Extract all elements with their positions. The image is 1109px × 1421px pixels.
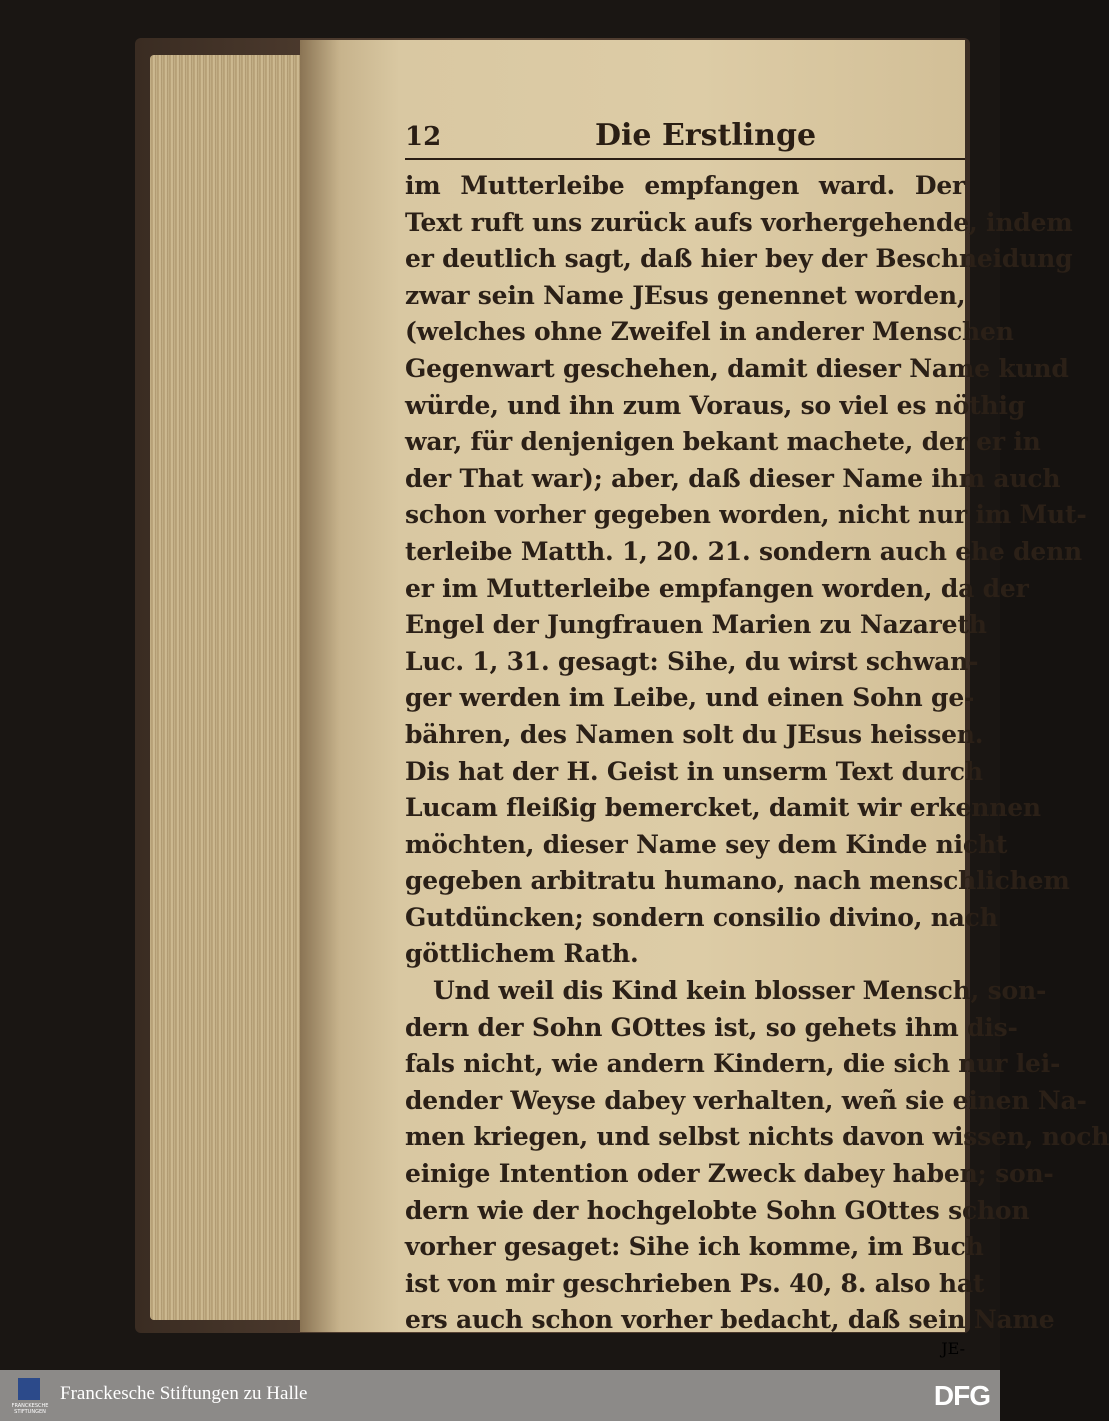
- text-line: Gutdüncken; sondern consilio divino, nach: [405, 902, 998, 932]
- text-line: zwar sein Name JEsus genennet worden,: [405, 280, 966, 310]
- text-line: vorher gesaget: Sihe ich komme, im Buch: [405, 1232, 984, 1262]
- running-head: Die Erstlinge: [595, 118, 817, 153]
- viewer-footer: [0, 1370, 1000, 1421]
- text-line: Lucam fleißig bemercket, damit wir erkennen: [405, 793, 1041, 823]
- text-line: dern der Sohn GOttes ist, so gehets ihm dis-: [405, 1012, 1018, 1042]
- text-line: er im Mutterleibe empfangen worden, da der: [405, 573, 1029, 603]
- text-line: einige Intention oder Zweck dabey haben; son-: [405, 1159, 1054, 1189]
- text-line: Gegenwart geschehen, damit dieser Name kund: [405, 353, 1069, 383]
- text-line: dern wie der hochgelobte Sohn GOttes schon: [405, 1195, 1030, 1225]
- text-line: Dis hat der H. Geist in unserm Text durch: [405, 756, 983, 786]
- page-content: [405, 110, 1109, 1376]
- dfg-logo[interactable]: DFG: [933, 1380, 990, 1411]
- text-line: möchten, dieser Name sey dem Kinde nicht: [405, 829, 1008, 859]
- page-block-edge: [150, 55, 310, 1320]
- catchword: JE-: [941, 1339, 965, 1358]
- text-line: ist von mir geschrieben Ps. 40, 8. also hat: [405, 1268, 985, 1298]
- text-line: ers auch schon vorher bedacht, daß sein Name: [405, 1305, 1055, 1335]
- institution-name[interactable]: Franckesche Stiftungen zu Halle: [60, 1383, 308, 1404]
- text-line: bähren, des Namen solt du JEsus heissen.: [405, 719, 984, 749]
- text-line: men kriegen, und selbst nichts davon wissen, noch: [405, 1122, 1109, 1152]
- page-header: [405, 110, 965, 160]
- text-line: gegeben arbitratu humano, nach menschlichem: [405, 866, 1070, 896]
- text-line: ger werden im Leibe, und einen Sohn ge-: [405, 683, 975, 713]
- text-line: fals nicht, wie andern Kindern, die sich nur lei-: [405, 1049, 1061, 1079]
- text-line: der That war); aber, daß dieser Name ihm auch: [405, 463, 1061, 493]
- text-line: (welches ohne Zweifel in anderer Menschen: [405, 317, 1014, 347]
- text-line: Text ruft uns zurück aufs vorhergehende, indem: [405, 207, 1073, 237]
- page-number: 12: [405, 122, 442, 152]
- text-line: schon vorher gegeben worden, nicht nur im Mut-: [405, 500, 1087, 530]
- text-line: Und weil dis Kind kein blosser Mensch, son-: [433, 976, 1047, 1006]
- text-line: er deutlich sagt, daß hier bey der Beschneidung: [405, 244, 1073, 274]
- text-line: dender Weyse dabey verhalten, weñ sie einen Na-: [405, 1085, 1087, 1115]
- text-line: terleibe Matth. 1, 20. 21. sondern auch ehe denn: [405, 536, 1083, 566]
- text-line: im Mutterleibe empfangen ward. Der: [405, 171, 965, 200]
- institution-logo: [10, 1376, 50, 1416]
- body-text: [405, 168, 1109, 1339]
- logo-emblem-icon: [18, 1378, 40, 1400]
- text-line: Engel der Jungfrauen Marien zu Nazareth: [405, 610, 987, 640]
- text-line: würde, und ihn zum Voraus, so viel es nöthig: [405, 390, 1026, 420]
- text-line: war, für denjenigen bekant machete, der er in: [405, 427, 1041, 457]
- logo-text: FRANCKESCHE STIFTUNGEN: [11, 1403, 49, 1415]
- text-line: göttlichem Rath.: [405, 939, 639, 969]
- text-line: Luc. 1, 31. gesagt: Sihe, du wirst schwan-: [405, 646, 979, 676]
